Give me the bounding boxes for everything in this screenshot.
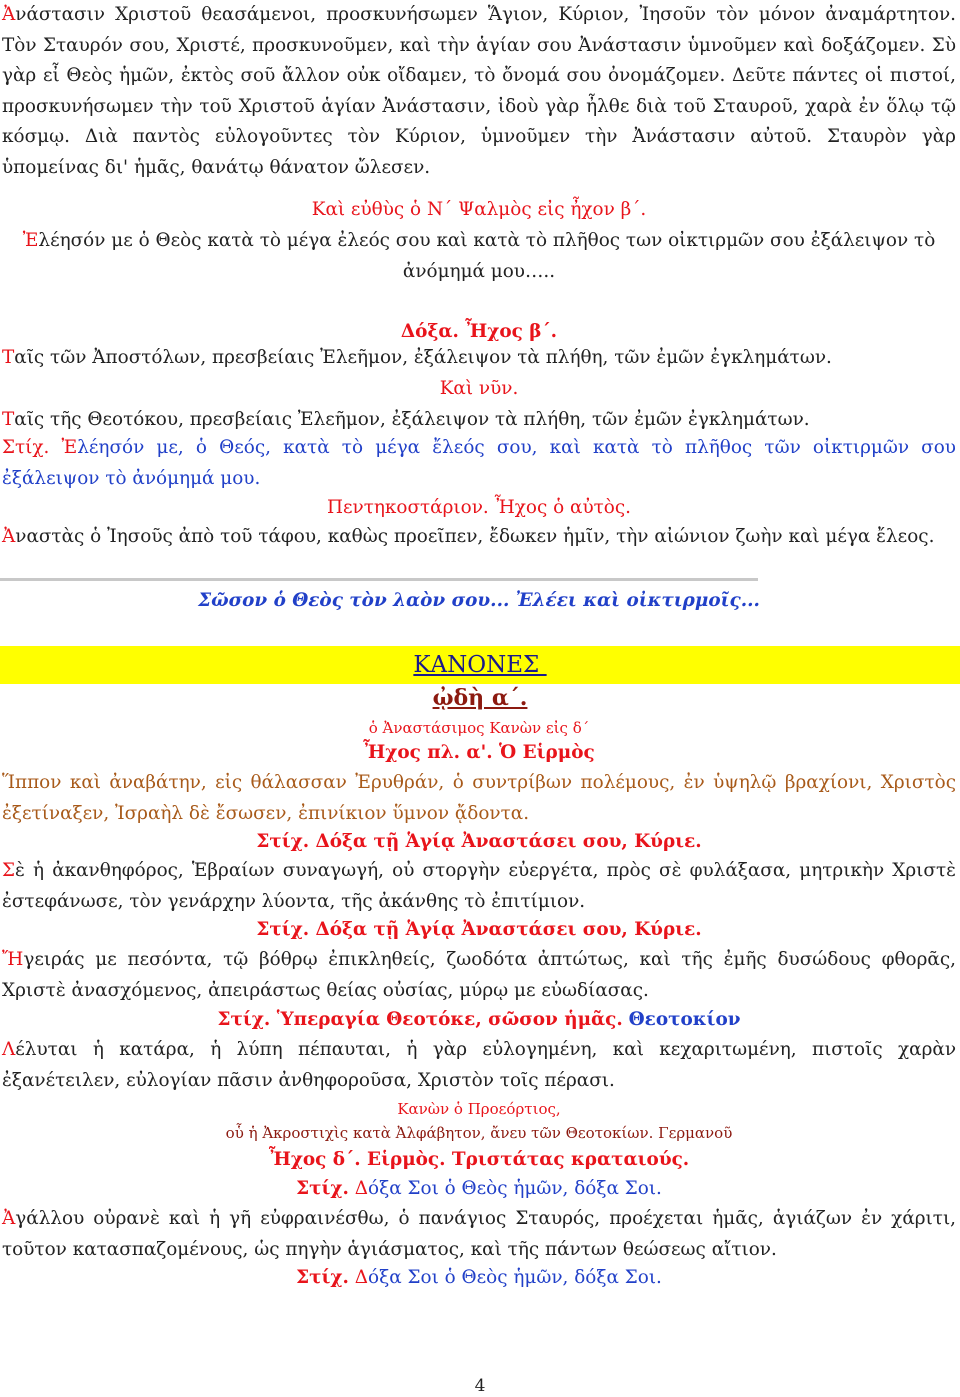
apostles-line: [2, 343, 956, 374]
stich-theotokos-label: Στίχ. Ὑπεραγία Θεοτόκε, σῶσον ἡμᾶς.: [217, 1009, 623, 1030]
drop-letter: Ἀ: [2, 526, 16, 547]
stich-soi: [2, 1174, 956, 1205]
paragraph-text: νάστασιν Χριστοῦ θεασάμενοι, προσκυνήσωμεν Ἅγιον, Κύριον, Ἰησοῦν τὸν μόνον ἀναμάρτητον. Τὸν Σταυρόν σου, Χριστέ, προσκυνοῦμεν, καὶ τὴν ἁγίαν σου Ἀνάστασιν ὑμνοῦμεν καὶ δοξάζομεν. Σὺ γὰρ εἶ Θεὸς ἡμῶν, ἐκτὸς σοῦ ἄλλον οὐκ οἴδαμεν, τὸ ὄνομά σου ὀνομάζομεν. Δεῦτε πάντες οἱ πιστοί, προσκυνήσωμεν τὴν τοῦ Χριστοῦ ἁγίαν Ἀνάστασιν, ἰδοὺ γὰρ ἦλθε διὰ τοῦ Σταυροῦ, χαρὰ ἐν ὅλῳ τῷ κόσμῳ. Διὰ παντὸς εὐλογοῦντες τὸν Κύριον, ὑμνοῦμεν τὴν Ἀνάστασιν αὐτοῦ. Σταυρὸν γὰρ ὑπομείνας δι' ἡμᾶς, θανάτῳ θάνατον ὤλεσεν.: [2, 4, 956, 178]
troparion-3: [2, 1204, 956, 1265]
drop-letter: Ἀ: [2, 1208, 16, 1229]
stich-theotokos: [2, 1005, 956, 1036]
psalm-heading: Καὶ εὐθὺς ὁ Ν΄ Ψαλμὸς εἰς ἦχον β΄.: [311, 199, 647, 220]
canon-echos: Ἦχος πλ. α'. Ὁ Εἱρμὸς: [363, 742, 595, 763]
stich-label: Στίχ.: [2, 437, 50, 458]
stich-verse: [2, 433, 956, 494]
drop-letter: Σ: [2, 860, 16, 881]
drop-letter: Τ: [2, 409, 15, 430]
canon2-line2: οὗ ἡ Ἀκροστιχὶς κατὰ Ἀλφάβητον, ἄνευ τῶν Θεοτοκίων. Γερμανοῦ: [225, 1124, 733, 1142]
kai-nyn-heading: Καὶ νῦν.: [439, 378, 519, 399]
troparion-1: [2, 856, 956, 917]
section-divider: [0, 578, 758, 581]
canon-note: ὁ Ἀναστάσιμος Κανὼν εἰς δ΄: [368, 719, 590, 737]
theotokos-line: [2, 405, 956, 436]
stich-label: Στίχ.: [296, 1178, 349, 1199]
soson-line: Σῶσον ὁ Θεὸς τὸν λαὸν σου... Ἐλέει καὶ οἰκτιρμοῖς...: [198, 590, 760, 611]
stich-doxa-2: Στίχ. Δόξα τῇ Ἁγίᾳ Ἀναστάσει σου, Κύριε.: [256, 919, 702, 940]
stich-soi-text: όξα Σοι ὁ Θεὸς ἡμῶν, δόξα Σοι.: [368, 1267, 662, 1288]
stich-soi-2: [2, 1263, 956, 1294]
page-number: 4: [474, 1376, 486, 1396]
troparion-text: γάλλου οὐρανὲ καὶ ἡ γῆ εὐφραινέσθω, ὁ πανάγιος Σταυρός, προέχεται ἡμᾶς, ἁγιάζων ἐν χάριτι, τοῦτον κατασπαζομένους, ὡς πηγὴν ἁγιάσματος, καὶ τῆς πάντων θεώσεως αἴτιον.: [2, 1208, 956, 1260]
theotokion-paragraph: [2, 1035, 956, 1096]
troparion-2: [2, 945, 956, 1006]
kanones-title: ΚΑΝΟΝΕΣ: [413, 652, 547, 678]
stich-verse-text: λέησόν με, ὁ Θεός, κατὰ τὸ μέγα ἔλεός σου, καὶ κατὰ τὸ πλῆθος τῶν οἰκτιρμῶν σου ἐξάλειψον τὸ ἀνόμημά μου.: [2, 437, 956, 489]
drop-letter: Δ: [348, 1178, 369, 1199]
drop-letter: Ἐ: [22, 230, 39, 251]
stich-label: Στίχ.: [296, 1267, 349, 1288]
stich-doxa: Στίχ. Δόξα τῇ Ἁγίᾳ Ἀναστάσει σου, Κύριε.: [256, 831, 702, 852]
troparion-text: γειράς με πεσόντα, τῷ βόθρῳ ἐπικληθείς, ζωοδότα ἀπτώτως, καὶ τῆς ἐμῆς δυσώδους φθορᾶς, Χριστὲ ἀνασχόμενος, ἀπειράστως θείας οὐσίας, μύρῳ με εὐωδίασας.: [2, 949, 956, 1001]
anastas-paragraph: [2, 522, 956, 553]
canon2-echos: Ἦχος δ΄. Εἱρμὸς. Τριστάτας κραταιούς.: [268, 1149, 690, 1170]
doxa-heading: Δόξα. Ἦχος β΄.: [400, 321, 558, 342]
apostles-text: αῖς τῶν Ἀποστόλων, πρεσβείαις Ἐλεῆμον, ἐξάλειψον τὰ πλήθη, τῶν ἐμῶν ἐγκλημάτων.: [14, 347, 832, 368]
theotokion-text: έλυται ἡ κατάρα, ἡ λύπη πέπαυται, ἡ γὰρ εὐλογημένη, καὶ κεχαριτωμένη, πιστοῖς χαρὰν ἐξανέτειλεν, εὐλογίαν πᾶσιν ἀνθηφοροῦσα, Χριστὸν τοῖς πέρασι.: [2, 1039, 956, 1091]
drop-letter: Τ: [2, 347, 15, 368]
drop-letter: Ἤ: [2, 949, 24, 970]
stich-soi-text: όξα Σοι ὁ Θεὸς ἡμῶν, δόξα Σοι.: [368, 1178, 662, 1199]
troparion-text: ὲ ἡ ἀκανθηφόρος, Ἑβραίων συναγωγή, οὐ στοργὴν εὐεργέτα, πρὸς σὲ φυλάξασα, μητρικὴν Χριστὲ ἐστεφάνωσε, τὸν γενάρχην λύοντα, τῆς ἀκάνθης τὸ ἐπιτίμιον.: [2, 860, 956, 912]
heirmos-paragraph: Ἵππον καὶ ἀναβάτην, εἰς θάλασσαν Ἐρυθράν, ὁ συντρίβων πολέμους, ἐν ὑψηλῷ βραχίονι, Χριστὸς ἐξετίναξεν, Ἰσραὴλ δὲ ἔσωσεν, ἐπινίκιον ὕμνον ᾄδοντα.: [2, 772, 956, 824]
pentikostarion-heading: Πεντηκοστάριον. Ἦχος ὁ αὐτὸς.: [326, 497, 632, 518]
drop-letter: Ἀ: [2, 4, 16, 25]
canon2-line1: Κανὼν ὁ Προεόρτιος,: [397, 1100, 561, 1118]
ode-heading: ᾠδὴ α΄.: [432, 685, 528, 711]
drop-letter: Ἐ: [49, 437, 78, 458]
paragraph-anastasin: [2, 0, 956, 183]
theotokos-text: αῖς τῆς Θεοτόκου, πρεσβείαις Ἐλεῆμον, ἐξάλειψον τὰ πλήθη, τῶν ἐμῶν ἐγκλημάτων.: [14, 409, 810, 430]
drop-letter: Λ: [2, 1039, 16, 1060]
theotokion-tag: Θεοτοκίον: [628, 1009, 741, 1030]
psalm-verse: [2, 226, 956, 287]
drop-letter: Δ: [348, 1267, 369, 1288]
anastas-text: ναστὰς ὁ Ἰησοῦς ἀπὸ τοῦ τάφου, καθὼς προεῖπεν, ἔδωκεν ἡμῖν, τὴν αἰώνιον ζωὴν καὶ μέγα ἔλεος.: [15, 526, 935, 547]
psalm-verse-text: λέησόν με ὁ Θεὸς κατὰ τὸ μέγα ἐλεός σου καὶ κατὰ τὸ πλῆθος των οἰκτιρμῶν σου ἐξάλειψον τὸ ἀνόμημά μου…..: [38, 230, 936, 282]
